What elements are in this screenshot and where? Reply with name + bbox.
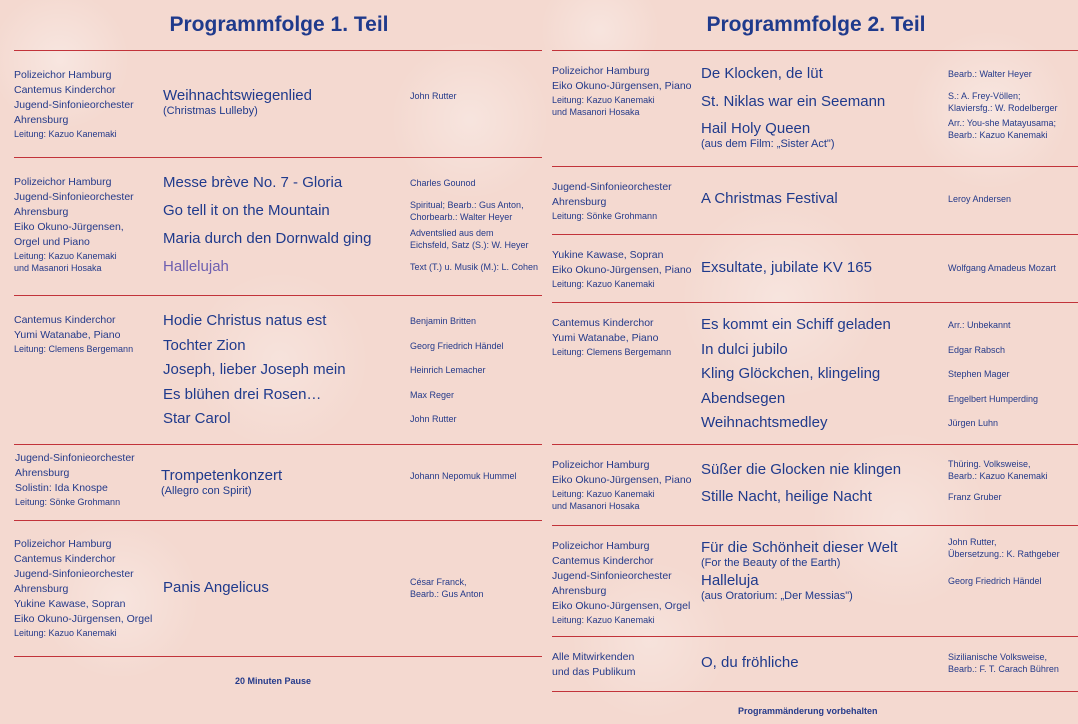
piece-title-block [701, 341, 788, 359]
composer [948, 117, 1056, 141]
conductor: Leitung: Kazuo Kanemaki [14, 251, 117, 261]
composer-line: Edgar Rabsch [948, 344, 1006, 355]
piece-title: St. Niklas war ein Seemann [701, 92, 886, 110]
piece-title-block [701, 93, 885, 111]
piece-subtitle: (aus Oratorium: „Der Messias") [701, 590, 853, 602]
program-section [14, 520, 542, 656]
piece-title: Panis Angelicus [163, 579, 269, 596]
part-2-title: Programmfolge 2. Teil [706, 13, 926, 36]
composer [948, 651, 1059, 675]
composer-line: Spiritual; Bearb.: Gus Anton, [410, 200, 524, 210]
composer-line: S.: A. Frey-Völlen; [948, 90, 1021, 101]
piece-title: O, du fröhliche [701, 654, 799, 671]
program-section [14, 444, 542, 520]
piece-title: Weihnachtswiegenlied [163, 87, 312, 104]
piece-title-block [701, 65, 823, 83]
piece-title: Tochter Zion [163, 336, 246, 354]
composer-line: John Rutter [410, 91, 457, 101]
composer-line: Georg Friedrich Händel [410, 340, 504, 351]
performer-name: Ahrensburg [14, 583, 69, 595]
composer [410, 90, 457, 102]
piece-title-block [701, 365, 880, 383]
composer-line: Bearb.: Kazuo Kanemaki [948, 130, 1048, 140]
piece-title-block [163, 202, 330, 220]
piece-title-block [701, 190, 838, 208]
piece-title-block [701, 120, 834, 151]
composer-line: Bearb.: Kazuo Kanemaki [948, 471, 1048, 481]
composer-line: Bearb.: Gus Anton [410, 589, 484, 599]
piece-title-block [701, 654, 799, 672]
piece-title: Kling Glöckchen, klingeling [701, 365, 881, 382]
performer-name: Solistin: Ida Knospe [15, 482, 108, 494]
composer [948, 575, 1042, 587]
piece-subtitle: (Christmas Lulleby) [163, 105, 258, 117]
conductor: und Masanori Hosaka [14, 263, 102, 273]
composer-line: Engelbert Humperding [948, 393, 1039, 404]
composer [410, 199, 524, 223]
piece-title-block [161, 467, 282, 498]
conductor: Leitung: Kazuo Kanemaki [14, 129, 117, 139]
piece-subtitle: (Allegro con Spirit) [161, 485, 252, 497]
piece-title-block [163, 87, 312, 118]
divider-rule [552, 691, 1078, 692]
conductor: Leitung: Sönke Grohmann [552, 211, 658, 221]
performers [552, 539, 690, 626]
piece-title-block [163, 230, 371, 248]
conductor: Leitung: Clemens Bergemann [552, 347, 672, 357]
program-section [14, 295, 542, 444]
performer-name: Jugend-Sinfonieorchester [14, 99, 134, 111]
composer-line: Übersetzung.: K. Rathgeber [948, 549, 1060, 559]
composer-line: Charles Gounod [410, 178, 476, 188]
composer [410, 227, 529, 251]
piece-title: In dulci jubilo [701, 340, 788, 358]
program-section [552, 636, 1078, 691]
composer-line: Wolfgang Amadeus Mozart [948, 263, 1056, 273]
performer-name: Ahrensburg [552, 196, 607, 208]
piece-subtitle: (For the Beauty of the Earth) [701, 557, 841, 569]
piece-title: Hallelujah [163, 258, 229, 275]
performer-name: Polizeichor Hamburg [14, 176, 112, 188]
piece-title: Süßer die Glocken nie klingen [701, 461, 902, 478]
performer-name: Jugend-Sinfonieorchester [552, 181, 672, 193]
performer-name: Polizeichor Hamburg [552, 65, 650, 77]
program-section [552, 234, 1078, 302]
program-section [14, 50, 542, 157]
composer [410, 576, 484, 600]
composer [948, 393, 1038, 405]
performer-name: Ahrensburg [14, 206, 69, 218]
performer-name: Ahrensburg [552, 585, 607, 597]
piece-title: Abendsegen [701, 389, 786, 407]
performer-name: Cantemus Kinderchor [552, 317, 654, 329]
change-note: Programmänderung vorbehalten [738, 706, 878, 716]
performer-name: Eiko Okuno-Jürgensen, Orgel [14, 613, 153, 625]
composer [948, 193, 1011, 205]
performer-name: und das Publikum [552, 666, 636, 678]
composer [410, 177, 476, 189]
intermission-note: 20 Minuten Pause [235, 676, 312, 686]
composer-line: Sizilianische Volksweise, [948, 652, 1048, 662]
composer [410, 470, 517, 482]
performers [552, 316, 671, 358]
composer [948, 417, 998, 429]
program-section [552, 302, 1078, 444]
piece-title: Hail Holy Queen [701, 120, 811, 137]
performer-name: Eiko Okuno-Jürgensen, Piano [552, 264, 692, 276]
piece-title: Star Carol [163, 410, 231, 427]
composer [948, 90, 1058, 114]
composer [410, 261, 538, 273]
performer-name: Cantemus Kinderchor [14, 553, 116, 565]
conductor: Leitung: Kazuo Kanemaki [552, 615, 655, 625]
performer-name: Cantemus Kinderchor [552, 555, 654, 567]
piece-title: Es blühen drei Rosen… [163, 385, 322, 403]
piece-title: Trompetenkonzert [161, 467, 283, 484]
piece-title: Es kommt ein Schiff geladen [701, 316, 891, 333]
composer [948, 368, 1010, 380]
piece-subtitle: (aus dem Film: „Sister Act") [701, 138, 835, 150]
divider-rule [14, 656, 542, 657]
composer [948, 262, 1056, 274]
piece-title-block [163, 410, 231, 428]
composer [948, 68, 1032, 80]
piece-title-block [163, 174, 342, 192]
composer [410, 315, 476, 327]
performer-name: Jugend-Sinfonieorchester [14, 191, 134, 203]
composer-line: Benjamin Britten [410, 316, 477, 326]
composer-line: Chorbearb.: Walter Heyer [410, 212, 513, 222]
piece-title: Messe brève No. 7 - Gloria [163, 174, 343, 191]
performer-name: Jugend-Sinfonieorchester [15, 452, 135, 464]
composer [948, 458, 1048, 482]
piece-title: A Christmas Festival [701, 190, 838, 207]
composer-line: Leroy Andersen [948, 194, 1012, 204]
performer-name: Polizeichor Hamburg [552, 459, 650, 471]
performers [14, 313, 133, 355]
performer-name: Yukine Kawase, Sopran [14, 598, 126, 610]
performer-name: Ahrensburg [14, 114, 69, 126]
composer-line: Thüring. Volksweise, [948, 459, 1031, 469]
composer-line: Franz Gruber [948, 492, 1002, 502]
composer-line: Eichsfeld, Satz (S.): W. Heyer [410, 240, 529, 250]
composer-line: Stephen Mager [948, 369, 1010, 379]
performer-name: Polizeichor Hamburg [552, 540, 650, 552]
piece-title-block [701, 414, 827, 432]
piece-title-block [701, 259, 872, 277]
piece-title: Hodie Christus natus est [163, 312, 327, 329]
composer [948, 491, 1002, 503]
performers [14, 68, 134, 140]
composer-line: César Franck, [410, 577, 467, 587]
piece-title-block [701, 572, 853, 603]
composer-line: Adventslied aus dem [410, 228, 494, 238]
performer-name: Ahrensburg [15, 467, 70, 479]
performer-name: Jugend-Sinfonieorchester [552, 570, 672, 582]
piece-title: Weihnachtsmedley [701, 414, 828, 431]
piece-title-block [163, 579, 269, 597]
performers [552, 458, 692, 512]
composer-line: Arr.: Unbekannt [948, 320, 1011, 330]
performers [15, 451, 135, 508]
composer-line: Arr.: You-she Matayusama; [948, 118, 1057, 128]
piece-title: Joseph, lieber Joseph mein [163, 361, 346, 378]
performer-name: Eiko Okuno-Jürgensen, [14, 221, 124, 233]
composer-line: Bearb.: F. T. Carach Bühren [948, 664, 1059, 674]
part-1-title: Programmfolge 1. Teil [169, 13, 389, 36]
piece-title-block [163, 361, 346, 379]
performer-name: Polizeichor Hamburg [14, 69, 112, 81]
piece-title: Halleluja [701, 572, 759, 589]
composer-line: John Rutter [410, 414, 457, 424]
performer-name: Cantemus Kinderchor [14, 314, 116, 326]
composer-line: Jürgen Luhn [948, 418, 999, 428]
conductor: Leitung: Kazuo Kanemaki [552, 489, 655, 499]
composer [948, 536, 1060, 560]
composer [410, 413, 457, 425]
piece-title: Stille Nacht, heilige Nacht [701, 488, 872, 505]
performers [552, 650, 635, 680]
performers [552, 64, 692, 118]
performer-name: Polizeichor Hamburg [14, 538, 112, 550]
piece-title-block [701, 316, 891, 334]
piece-title: Für die Schönheit dieser Welt [701, 539, 898, 556]
composer-line: Georg Friedrich Händel [948, 576, 1042, 586]
piece-title-block [163, 258, 229, 276]
composer-line: Johann Nepomuk Hummel [410, 471, 517, 481]
performer-name: Yumi Watanabe, Piano [552, 332, 659, 344]
piece-title-block [163, 337, 246, 355]
performer-name: Eiko Okuno-Jürgensen, Piano [552, 80, 692, 92]
performer-name: Yumi Watanabe, Piano [14, 329, 121, 341]
piece-title: De Klocken, de lüt [701, 65, 823, 82]
program-section [14, 157, 542, 295]
performer-name: Jugend-Sinfonieorchester [14, 568, 134, 580]
performer-name: Yukine Kawase, Sopran [552, 249, 664, 261]
piece-title-block [163, 386, 321, 404]
composer [948, 344, 1005, 356]
composer-line: Max Reger [410, 389, 455, 400]
performer-name: Cantemus Kinderchor [14, 84, 116, 96]
piece-title: Exsultate, jubilate KV 165 [701, 259, 872, 276]
program-part-2 [548, 0, 1078, 724]
conductor: Leitung: Kazuo Kanemaki [552, 95, 655, 105]
performer-name: Eiko Okuno-Jürgensen, Orgel [552, 600, 691, 612]
composer [410, 364, 486, 376]
piece-title: Maria durch den Dornwald ging [163, 230, 372, 247]
conductor: Leitung: Kazuo Kanemaki [14, 628, 117, 638]
composer-line: Text (T.) u. Musik (M.): L. Cohen [410, 262, 539, 272]
conductor: und Masanori Hosaka [552, 501, 640, 511]
performers [552, 180, 672, 222]
program-section [552, 525, 1078, 636]
performers [14, 537, 152, 639]
performer-name: Alle Mitwirkenden [552, 651, 635, 663]
composer-line: Bearb.: Walter Heyer [948, 69, 1032, 79]
piece-title-block [701, 539, 898, 570]
program-section [552, 444, 1078, 525]
piece-title-block [163, 312, 326, 330]
performers [552, 248, 692, 290]
program-section [552, 50, 1078, 166]
performer-name: Eiko Okuno-Jürgensen, Piano [552, 474, 692, 486]
piece-title-block [701, 390, 785, 408]
conductor: Leitung: Sönke Grohmann [15, 497, 121, 507]
composer [410, 340, 504, 352]
composer-line: Klaviersfg.: W. Rodelberger [948, 102, 1058, 113]
performer-name: Orgel und Piano [14, 236, 90, 248]
composer-line: Heinrich Lemacher [410, 365, 486, 375]
piece-title-block [701, 488, 872, 506]
conductor: Leitung: Clemens Bergemann [14, 344, 134, 354]
program-section [552, 166, 1078, 234]
performers [14, 175, 134, 274]
conductor: Leitung: Kazuo Kanemaki [552, 279, 655, 289]
composer [948, 319, 1011, 331]
composer [410, 389, 454, 401]
piece-title: Go tell it on the Mountain [163, 202, 330, 219]
conductor: und Masanori Hosaka [552, 107, 640, 117]
piece-title-block [701, 461, 901, 479]
composer-line: John Rutter, [948, 537, 997, 547]
